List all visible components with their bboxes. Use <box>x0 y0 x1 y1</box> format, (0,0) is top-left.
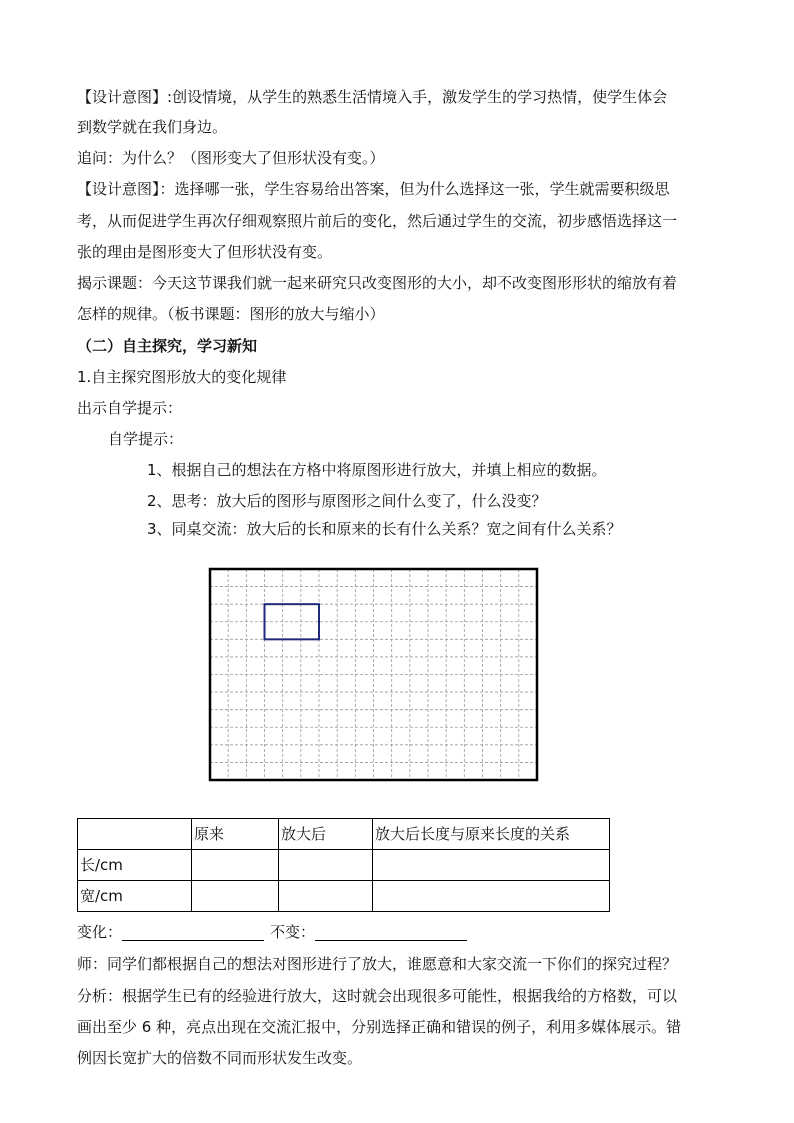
design-intent-tag: 【设计意图】 <box>77 88 168 106</box>
design-intent-1 <box>77 88 717 106</box>
change-blank <box>122 926 264 941</box>
teacher-line: 师：同学们都根据自己的想法对图形进行了放大，谁愿意和大家交流一下你们的探究过程？ <box>77 955 678 973</box>
table-header: 放大后长度与原来长度的关系 <box>373 819 610 850</box>
hint-item: 1、根据自己的想法在方格中将原图形进行放大，并填上相应的数据。 <box>147 461 607 479</box>
paragraph-line: 张的理由是图形变大了但形状没有变。 <box>77 243 333 261</box>
show-hints-label: 出示自学提示： <box>77 399 183 417</box>
table-cell <box>373 850 610 881</box>
table-cell <box>279 881 373 912</box>
design-intent-tag: 【设计意图】 <box>77 180 160 198</box>
change-label: 变化： <box>77 923 123 941</box>
fill-in-line <box>77 923 717 941</box>
table-cell <box>78 819 192 850</box>
analysis-line: 分析：根据学生已有的经验进行放大，这时就会出现很多可能性，根据我给的方格数，可以 <box>77 987 678 1005</box>
data-table <box>77 818 610 912</box>
hint-item: 3、同桌交流：放大后的长和原来的长有什么关系？宽之间有什么关系？ <box>147 520 622 538</box>
analysis-line: 例因长宽扩大的倍数不同而形状发生改变。 <box>77 1049 363 1067</box>
reveal-topic: 揭示课题：今天这节课我们就一起来研究只改变图形的大小，却不改变图形形状的缩放有着 <box>77 274 678 292</box>
hint-title: 自学提示： <box>108 430 184 448</box>
row-label: 长/cm <box>78 850 192 881</box>
design-intent-text: :创设情境，从学生的熟悉生活情境入手，激发学生的学习热情，使学生体会 <box>167 88 668 106</box>
design-intent-text: ：选择哪一张，学生容易给出答案，但为什么选择这一张，学生就需要积级思 <box>159 180 670 198</box>
section-heading: （二）自主探究，学习新知 <box>77 337 258 355</box>
table-row <box>78 881 610 912</box>
unchanged-label: 不变： <box>270 923 316 941</box>
paragraph-line: 怎样的规律。（板书课题：图形的放大与缩小） <box>77 305 385 323</box>
grid-canvas <box>207 566 541 784</box>
table-cell <box>192 850 279 881</box>
subsection-heading: 1.自主探究图形放大的变化规律 <box>77 368 287 386</box>
table-cell <box>373 881 610 912</box>
table-row <box>78 850 610 881</box>
design-intent-2 <box>77 180 717 198</box>
table-cell <box>192 881 279 912</box>
unchanged-blank <box>315 926 467 941</box>
analysis-line: 画出至少 6 种，亮点出现在交流汇报中，分别选择正确和错误的例子，利用多媒体展示。错 <box>77 1018 682 1036</box>
paragraph-line: 到数学就在我们身边。 <box>77 118 228 136</box>
table-header: 原来 <box>192 819 279 850</box>
paragraph-line: 考，从而促进学生再次仔细观察照片前后的变化，然后通过学生的交流，初步感悟选择这一 <box>77 212 678 230</box>
table-cell <box>279 850 373 881</box>
table-header: 放大后 <box>279 819 373 850</box>
follow-up-question: 追问：为什么？（图形变大了但形状没有变。） <box>77 149 385 167</box>
hint-item: 2、思考：放大后的图形与原图形之间什么变了，什么没变？ <box>147 492 547 510</box>
square-grid <box>207 566 541 784</box>
table-header-row <box>78 819 610 850</box>
row-label: 宽/cm <box>78 881 192 912</box>
